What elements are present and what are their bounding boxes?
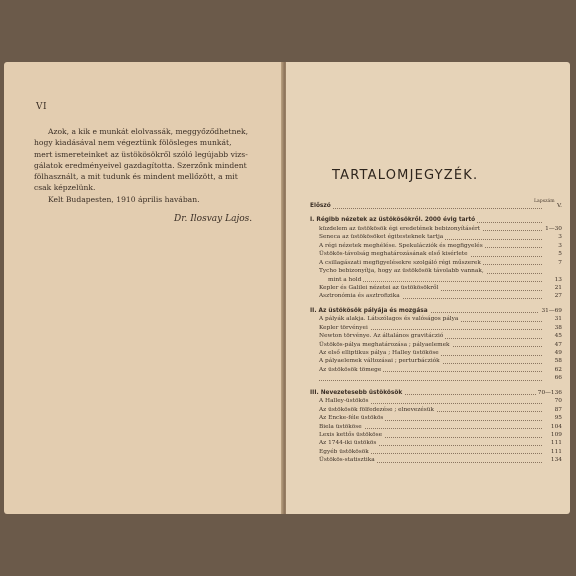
toc-entry [310, 332, 562, 340]
toc-entry [310, 292, 562, 300]
toc-entry-title: Az üstökösök fölfedezése ; elnevezésük [319, 406, 435, 413]
toc-entry-page: 3 [558, 242, 562, 249]
toc-entry-page: 111 [550, 448, 562, 455]
table-of-contents [310, 202, 562, 465]
toc-entry-title: Asztronómia és asztrofizika [319, 293, 400, 300]
toc-entry-page: 45 [554, 333, 562, 340]
toc-entry [310, 259, 562, 267]
toc-entry-page: 3 [558, 234, 562, 241]
toc-entry-title: Kepler törvényei [319, 324, 368, 331]
toc-entry-page: 66 [554, 375, 562, 382]
toc-entry-page: 95 [554, 415, 562, 422]
toc-entry [310, 307, 562, 315]
toc-entry [310, 276, 562, 284]
toc-entry-title: Előszó [310, 203, 331, 209]
toc-entry-title: Az üstökösök tömege [319, 366, 382, 373]
toc-entry-title: A pályaelemek változásai ; perturbácziók [319, 358, 440, 365]
toc-entry-title: Az első elliptikus pálya ; Halley üstököse [319, 350, 439, 356]
toc-entry-title: II. Az üstökösök pályája és mozgása [310, 307, 428, 314]
page-number: VI [36, 102, 48, 112]
toc-entry-title: Üstökös-statisztika [319, 457, 375, 464]
toc-entry-title: Üstökös-távolság meghatározásának első kisérlete [319, 251, 468, 258]
toc-entry [310, 431, 562, 439]
date-line: Kelt Budapesten, 1910 április havában. [48, 194, 200, 204]
toc-entry-title: Az Encke-féle üstökös [319, 415, 384, 422]
toc-entry-title: Kepler és Galilei nézetei az üstökösökről [319, 284, 439, 291]
toc-entry-page: 104 [550, 423, 562, 430]
toc-entry-page: 111 [550, 440, 562, 447]
toc-entry [310, 324, 562, 332]
toc-entry [310, 267, 562, 275]
toc-entry [310, 202, 562, 210]
toc-entry [310, 242, 562, 250]
toc-entry [310, 366, 562, 374]
toc-entry-title: III. Nevezetesebb üstökösök [310, 389, 403, 396]
toc-entry-page: 134 [550, 457, 562, 464]
toc-entry [310, 389, 562, 397]
toc-entry-title: Seneca az üstökösöket égitesteknek tartja [319, 234, 444, 241]
toc-entry-title: I. Régibb nézetek az üstökösökről. 2000 évig tartó [310, 217, 476, 224]
toc-entry-title: Az 1744-iki üstökös [319, 440, 377, 447]
toc-entry [310, 216, 562, 224]
toc-entry-page: 21 [554, 284, 562, 291]
toc-entry [310, 439, 562, 447]
toc-entry-title: A régi nézetek meghélése. Spekulácziók és megfigyelés [319, 242, 483, 249]
toc-entry-page: 7 [558, 259, 562, 266]
toc-entry [310, 456, 562, 464]
toc-entry [310, 406, 562, 414]
toc-entry-title: A csillagászati megfigyelésekre szolgáló régi műszerek [319, 259, 481, 266]
toc-entry-title: Egyéb üstökösök [319, 448, 369, 455]
toc-leader-dots [319, 380, 542, 381]
left-page [4, 62, 283, 514]
toc-entry [310, 448, 562, 456]
toc-entry-page: 109 [550, 431, 562, 438]
paragraph-line: csak képzelünk. [34, 183, 96, 193]
toc-entry-title: Biela üstököse [319, 423, 362, 430]
paragraph-line: mert ismereteinket az üstökösökről szóló legújabb vizs- [34, 149, 248, 159]
toc-entry [310, 250, 562, 258]
toc-entry [310, 414, 562, 422]
toc-entry [310, 341, 562, 349]
toc-entry [310, 374, 562, 382]
toc-entry [310, 233, 562, 241]
toc-entry-page: 1—30 [545, 225, 562, 232]
toc-entry-page: 70—136 [537, 389, 562, 396]
toc-entry [310, 315, 562, 323]
toc-entry [310, 397, 562, 405]
right-page [286, 62, 570, 514]
toc-entry-page: 62 [554, 366, 562, 373]
toc-entry-title: A pályák alakja. Látszólagos és valóságos pálya [319, 316, 459, 323]
toc-entry-title: küzdelem az üstökösök égi eredetének bebizonyításért [319, 225, 481, 232]
paragraph-line: fölhasznált, a mit tudunk és mindent mellőzött, a mit [34, 172, 238, 182]
signature: Dr. Ilosvay Lajos. [174, 214, 253, 224]
preface-paragraph [34, 126, 270, 205]
toc-entry [310, 423, 562, 431]
toc-title: TARTALOMJEGYZÉK. [332, 168, 479, 183]
toc-entry-title: Üstökös-pálya meghatározása ; pályaelemek [319, 341, 450, 348]
toc-entry-title: Tycho bebizonyítja, hogy az üstökösök távolabb vannak, [319, 268, 484, 275]
toc-entry-title: mint a hold [328, 276, 362, 283]
toc-entry-page: 13 [554, 276, 562, 283]
toc-entry [310, 357, 562, 365]
toc-entry-page: 5 [558, 251, 562, 258]
toc-entry-page: 49 [554, 350, 562, 356]
paragraph-line: gálatok eredményeivel gazdagította. Szerzőnk mindent [34, 160, 247, 170]
toc-entry-page: 87 [554, 406, 562, 413]
toc-entry-page: 47 [554, 341, 562, 348]
toc-entry-title: Lexis kettős üstököse [319, 431, 383, 438]
paragraph-line: hogy kiadásával nem végeztünk fölösleges munkát, [34, 138, 232, 148]
toc-entry [310, 349, 562, 357]
toc-entry-title: A Halley-üstökös [319, 398, 369, 405]
toc-entry-page: 58 [554, 358, 562, 365]
toc-entry-page: 31—69 [541, 307, 562, 314]
toc-leader-dots [310, 208, 542, 209]
paragraph-line: Azok, a kik e munkát elolvassák, meggyőződhetnek, [48, 127, 248, 136]
toc-entry-page: 70 [554, 398, 562, 405]
toc-entry [310, 284, 562, 292]
toc-entry [310, 225, 562, 233]
toc-entry-page: 31 [554, 316, 562, 323]
page-column-label: Lapszám [534, 199, 555, 204]
toc-entry-page: 38 [554, 324, 562, 331]
toc-entry-page: V. [556, 203, 562, 209]
toc-entry-title: Newton törvénye. Az általános gravitáczió [319, 333, 444, 340]
toc-entry-page: 27 [554, 293, 562, 300]
